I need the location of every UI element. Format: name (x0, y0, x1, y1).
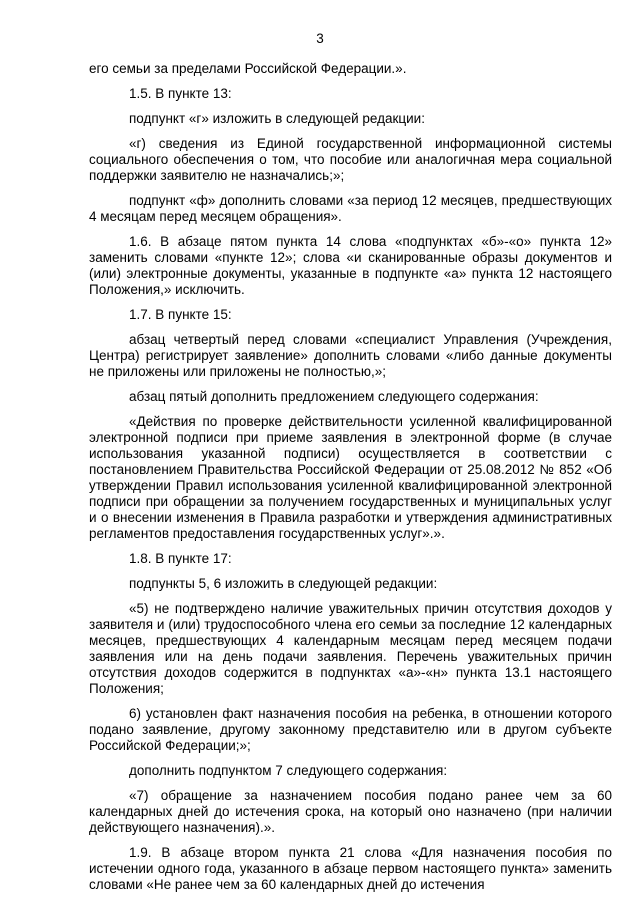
page-number: 3 (316, 31, 324, 46)
paragraph-1-6: 1.6. В абзаце пятом пункта 14 слова «подпунктах «б»-«о» пункта 12» заменить словами «пункте 12»; слова «и сканированные образы документов и (или) электронные документы, указанные в подпункте «а» пункта 12 настоящего Положения,» исключить. (89, 234, 612, 297)
paragraph-1-7-heading: 1.7. В пункте 15: (129, 307, 232, 322)
document-body (89, 61, 612, 893)
paragraph: «7) обращение за назначением пособия подано ранее чем за 60 календарных дней до истечения срока, на который оно назначено (при наличии действующего назначения).». (89, 788, 612, 835)
paragraph: абзац пятый дополнить предложением следующего содержания: (129, 389, 539, 404)
paragraph: дополнить подпунктом 7 следующего содержания: (129, 763, 448, 778)
paragraph: 6) установлен факт назначения пособия на ребенка, в отношении которого подано заявление, другому законному представителю или в другом субъекте Российской Федерации;»; (89, 706, 612, 753)
paragraph: «г) сведения из Единой государственной информационной системы социального обеспечения о том, что пособие или аналогичная мера социальной поддержки заявителю не назначались;»; (89, 136, 612, 183)
paragraph-1-9: 1.9. В абзаце втором пункта 21 слова «Для назначения пособия по истечении одного года, указанного в абзаце первом настоящего пункта» заменить словами «Не ранее чем за 60 календарных дней до истечения (89, 845, 612, 892)
paragraph: подпункт «г» изложить в следующей редакции: (129, 111, 425, 126)
paragraph-continuation: его семьи за пределами Российской Федерации.». (89, 61, 407, 76)
paragraph: подпункты 5, 6 изложить в следующей редакции: (129, 576, 438, 591)
paragraph: абзац четвертый перед словами «специалист Управления (Учреждения, Центра) регистрирует заявление» дополнить словами «либо данные документы не приложены или приложены не полностью,»; (89, 332, 612, 379)
paragraph: подпункт «ф» дополнить словами «за период 12 месяцев, предшествующих 4 месяцам перед месяцем обращения». (89, 193, 612, 224)
paragraph: «5) не подтверждено наличие уважительных причин отсутствия доходов у заявителя и (или) трудоспособного члена его семьи за последние 12 календарных месяцев, предшествующих 4 календарным месяцам перед месяцем подачи заявления или на день подачи заявления. Перечень уважительных причин отсутствия доходов содержится в подпунктах «а»-«н» пункта 13.1 настоящего Положения; (89, 601, 612, 696)
paragraph-1-8-heading: 1.8. В пункте 17: (129, 551, 232, 566)
paragraph-1-5-heading: 1.5. В пункте 13: (129, 86, 232, 101)
paragraph: «Действия по проверке действительности усиленной квалифицированной электронной подписи при приеме заявления в электронной форме (в случае использования указанной подписи) осуществляется в соответствии с постановлением Правительства Российской Федерации от 25.08.2012 № 852 «Об утверждении Правил использования усиленной квалифицированной электронной подписи при обращении за получением государственных и муниципальных услуг и о внесении изменения в Правила разработки и утверждения административных регламентов предоставления государственных услуг».». (89, 414, 612, 541)
